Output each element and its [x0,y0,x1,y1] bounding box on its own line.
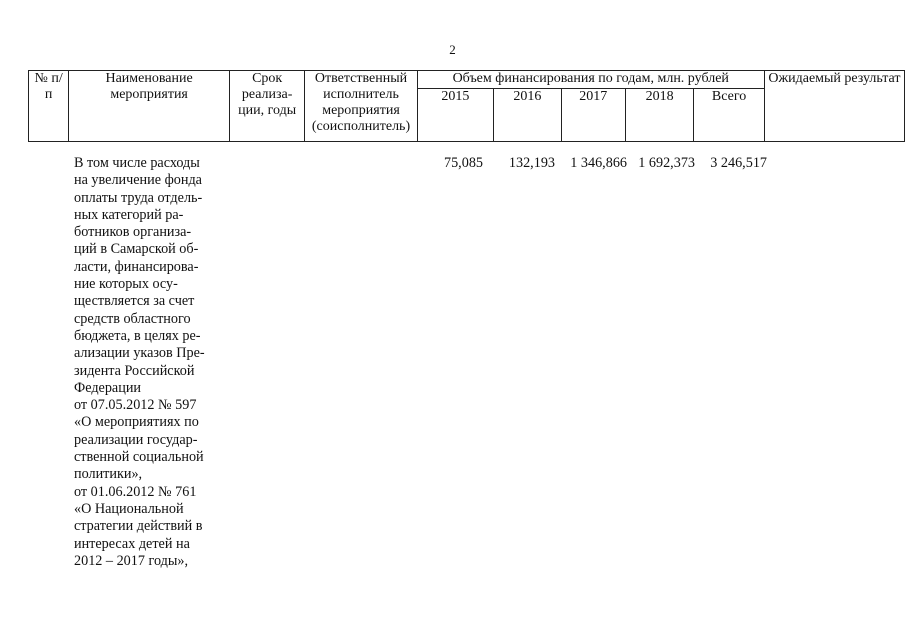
value-2015: 75,085 [443,155,483,171]
header-year-2018: 2018 [626,89,694,142]
header-year-2015: 2015 [417,89,494,142]
table-header [28,70,905,142]
measure-description: В том числе расходы на увеличение фонда оплаты труда отдель- ных категорий ра- ботников организа- ций в Самарской об- ласти, финансирова- ние которых осу- ществляется за счет средств областного бюджета, в целях ре- ализации указов Пре- зидента Российской Федерации от 07.05.2012 № 597 «О мероприятиях по реализации государ- ственной социальной политики», от 01.06.2012 № 761 «О Национальной стратегии действий в интересах детей на 2012 – 2017 годы», [74,155,205,569]
header-col-result: Ожидаемый результат [764,71,904,142]
header-col-number: № п/п [29,71,69,142]
header-year-2017: 2017 [561,89,626,142]
header-col-funding: Объем финансирования по годам, млн. рублей [417,71,764,89]
header-col-term: Срок реализа-ции, годы [229,71,304,142]
value-2016: 132,193 [508,155,555,171]
value-total: 3 246,517 [710,155,767,171]
header-col-executor: Ответственный исполнитель мероприятия (соисполнитель) [305,71,417,142]
value-2017: 1 346,866 [570,155,627,171]
value-2018: 1 692,373 [638,155,695,171]
header-total: Всего [694,89,765,142]
header-year-2016: 2016 [494,89,561,142]
header-col-name: Наименование мероприятия [69,71,230,142]
page-number: 2 [449,42,456,57]
